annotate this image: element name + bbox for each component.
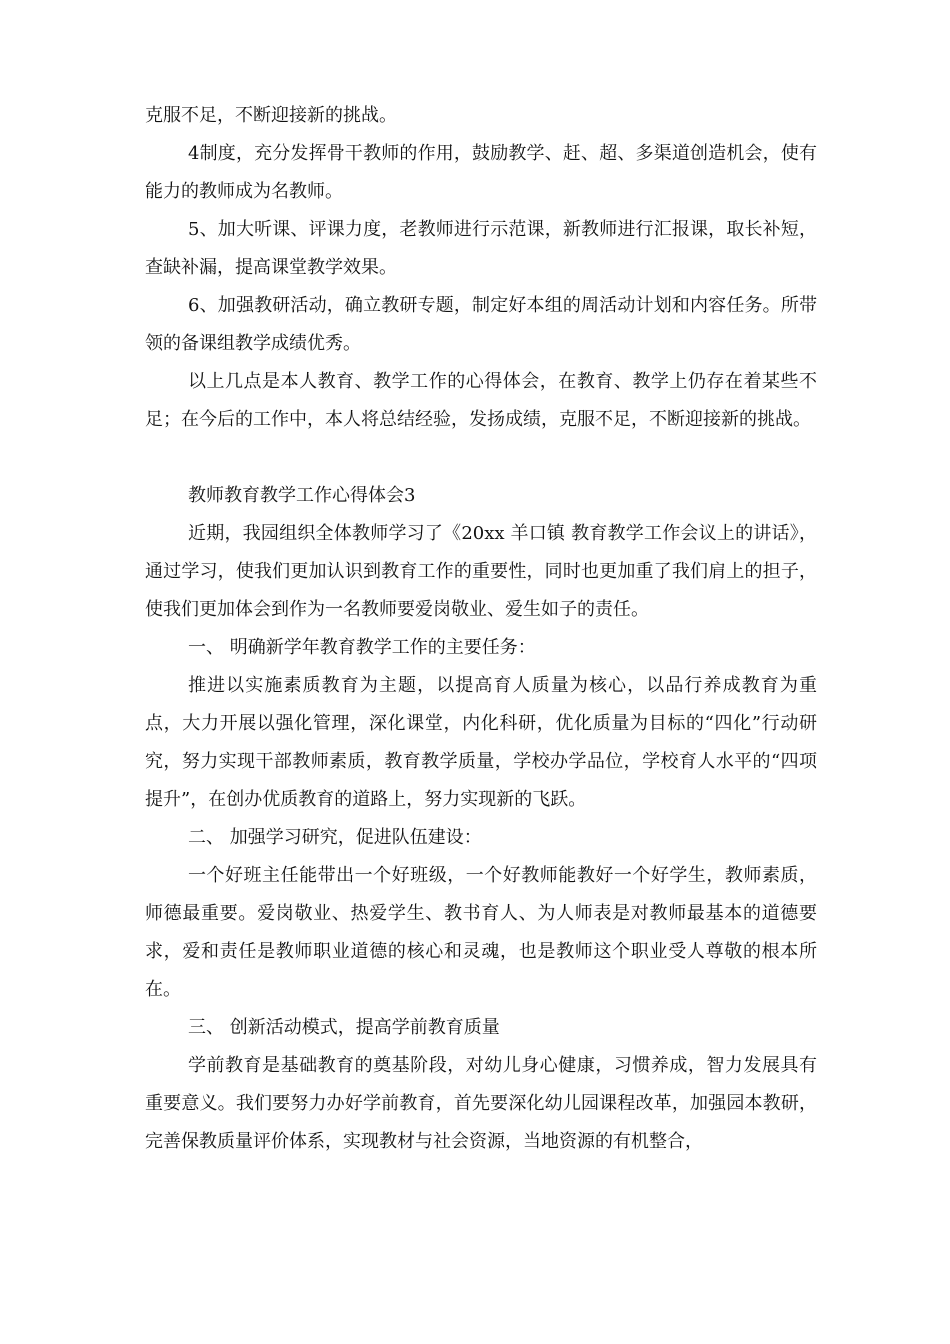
- paragraph: 近期，我园组织全体教师学习了《20xx 羊口镇 教育教学工作会议上的讲话》，通过学习，使我们更加认识到教育工作的重要性，同时也更加重了我们肩上的担子，使我们更加体会到作为一名教师要爱岗敬业、爱生如子的责任。: [145, 523, 817, 620]
- paragraph: 学前教育是基础教育的奠基阶段，对幼儿身心健康，习惯养成，智力发展具有重要意义。我们要努力办好学前教育，首先要深化幼儿园课程改革，加强园本教研，完善保教质量评价体系，实现教材与社会资源，当地资源的有机整合，: [145, 1055, 817, 1152]
- paragraph: 推进以实施素质教育为主题，以提高育人质量为核心，以品行养成教育为重点，大力开展以强化管理，深化课堂，内化科研，优化质量为目标的“四化”行动研究，努力实现干部教师素质，教育教学质量，学校办学品位，学校育人水平的“四项提升”，在创办优质教育的道路上，努力实现新的飞跃。: [145, 675, 817, 810]
- paragraph: 以上几点是本人教育、教学工作的心得体会，在教育、教学上仍存在着某些不足；在今后的工作中，本人将总结经验，发扬成绩，克服不足，不断迎接新的挑战。: [145, 371, 817, 430]
- paragraph: 5、加大听课、评课力度，老教师进行示范课，新教师进行汇报课，取长补短，查缺补漏，提高课堂教学效果。: [145, 219, 817, 278]
- paragraph: 一个好班主任能带出一个好班级，一个好教师能教好一个好学生，教师素质，师德最重要。爱岗敬业、热爱学生、教书育人、为人师表是对教师最基本的道德要求，爱和责任是教师职业道德的核心和灵魂，也是教师这个职业受人尊敬的根本所在。: [145, 865, 817, 1000]
- subheading: 一、 明确新学年教育教学工作的主要任务：: [188, 637, 536, 658]
- section-gap: [145, 439, 817, 477]
- paragraph: 克服不足，不断迎接新的挑战。: [145, 105, 397, 126]
- section-heading: 教师教育教学工作心得体会3: [188, 485, 416, 506]
- document-body: [145, 97, 817, 1161]
- subheading: 二、 加强学习研究，促进队伍建设：: [188, 827, 482, 848]
- paragraph: 4制度，充分发挥骨干教师的作用，鼓励教学、赶、超、多渠道创造机会，使有能力的教师成为名教师。: [145, 143, 817, 202]
- subheading: 三、 创新活动模式，提高学前教育质量: [188, 1017, 500, 1038]
- paragraph: 6、加强教研活动，确立教研专题，制定好本组的周活动计划和内容任务。所带领的备课组教学成绩优秀。: [145, 295, 817, 354]
